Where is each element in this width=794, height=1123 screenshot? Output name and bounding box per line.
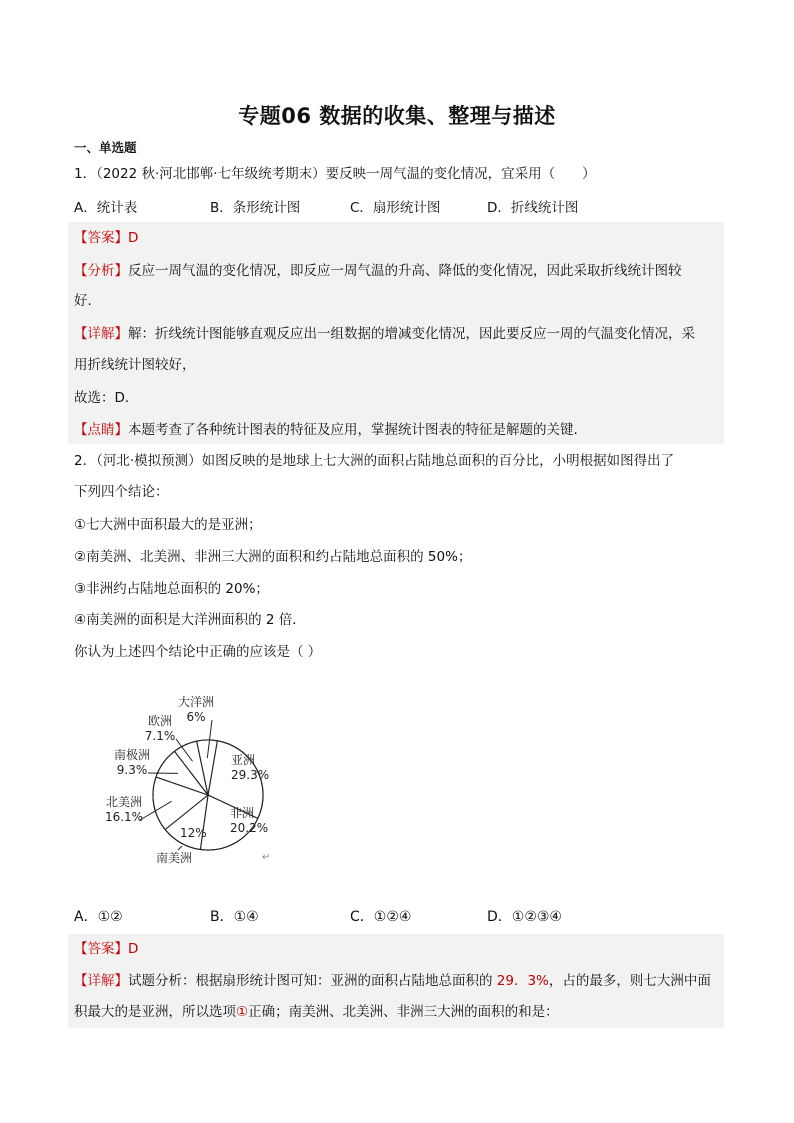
pie-slice-value: 7.1% [144, 729, 176, 743]
q1-comment [74, 420, 578, 440]
q2-conclusion-2: ②南美洲、北美洲、非洲三大洲的面积和约占陆地总面积的 50%； [74, 549, 472, 565]
q2-answer [74, 939, 138, 959]
q2-detail-line2 [74, 1002, 559, 1022]
q2-conclusion-4: ④南美洲的面积是大洋洲面积的 2 倍． [74, 612, 306, 628]
q1-stem: 1．（2022 秋·河北邯郸·七年级统考期末）要反映一周气温的变化情况，宜采用（ ） [74, 166, 596, 182]
pie-slice-value: 12% [180, 826, 207, 840]
answer-value: D [128, 230, 139, 246]
detail-text: 积最大的是亚洲，所以选项 [74, 1004, 236, 1020]
q2-conclusion-3: ③非洲约占陆地总面积的 20%； [74, 581, 269, 597]
q1-option-c: C．扇形统计图 [350, 200, 441, 216]
q1-answer [74, 228, 138, 248]
detail-text: ，占的最多，则七大洲中面 [548, 973, 711, 989]
pie-slice-value: 29.3% [231, 768, 270, 782]
detail-text: 解：折线统计图能够直观反应出一组数据的增减变化情况，因此要反应一周的气温变化情况，采 [128, 326, 695, 342]
page-title: 专题06 数据的收集、整理与描述 [238, 104, 556, 128]
pie-slice-value: 9.3% [116, 763, 148, 777]
answer-label: 【答案】 [74, 941, 128, 957]
pie-slice-value: 20.2% [230, 821, 269, 835]
detail-highlight: 29．3% [492, 973, 549, 989]
q2-question: 你认为上述四个结论中正确的应该是（ ） [74, 644, 322, 660]
q1-option-d: D．折线统计图 [487, 200, 579, 216]
pie-slice-name: 非洲 [230, 806, 255, 820]
q2-stem-line1: 2．（河北·模拟预测）如图反映的是地球上七大洲的面积占陆地总面积的百分比，小明根据如图得出了 [74, 453, 675, 469]
comment-label: 【点睛】 [74, 422, 128, 438]
q2-option-c: C．①②④ [350, 909, 412, 925]
q2-detail-line1 [74, 971, 711, 991]
pie-slice-value: 6% [186, 710, 206, 724]
q1-analysis-line2: 好． [74, 293, 101, 309]
detail-label: 【详解】 [74, 326, 128, 342]
detail-label: 【详解】 [74, 973, 128, 989]
q1-detail-line1 [74, 324, 695, 344]
pie-slice-name: 大洋洲 [177, 696, 215, 709]
comment-text: 本题考查了各种统计图表的特征及应用，掌握统计图表的特征是解题的关键. [128, 422, 578, 438]
detail-highlight: ① [236, 1004, 249, 1020]
answer-label: 【答案】 [74, 230, 128, 246]
pie-slice-value: 16.1% [104, 810, 144, 824]
pie-slice-name: 欧洲 [147, 714, 173, 728]
detail-text: 正确；南美洲、北美洲、非洲三大洲的面积的和是： [248, 1004, 559, 1020]
q2-option-d: D．①②③④ [487, 909, 562, 925]
pie-slice-name: 南美洲 [156, 851, 193, 865]
return-mark-icon: ↵ [262, 852, 271, 863]
section-heading: 一、单选题 [74, 140, 137, 155]
analysis-label: 【分析】 [74, 263, 128, 279]
q2-conclusion-1: ①七大洲中面积最大的是亚洲； [74, 517, 262, 533]
answer-value: D [128, 941, 139, 957]
q2-option-b: B．①④ [210, 909, 259, 925]
q1-option-a: A．统计表 [74, 200, 138, 216]
q1-analysis-line1 [74, 261, 682, 281]
q2-option-a: A．①② [74, 909, 123, 925]
pie-slice-name: 北美洲 [105, 795, 143, 809]
pie-slice-name: 南极洲 [113, 748, 151, 762]
continent-pie-chart [98, 696, 278, 868]
q1-option-b: B．条形统计图 [210, 200, 301, 216]
q1-choose: 故选：D． [74, 390, 139, 406]
analysis-text: 反应一周气温的变化情况，即反应一周气温的升高、降低的变化情况，因此采取折线统计图较 [128, 263, 682, 279]
pie-leader-line [178, 846, 182, 850]
pie-slice-name: 亚洲 [231, 753, 256, 767]
q2-stem-line2: 下列四个结论： [74, 484, 169, 500]
detail-text: 试题分析：根据扇形统计图可知：亚洲的面积占陆地总面积的 [128, 973, 493, 989]
q1-detail-line2: 用折线统计图较好， [74, 357, 196, 373]
